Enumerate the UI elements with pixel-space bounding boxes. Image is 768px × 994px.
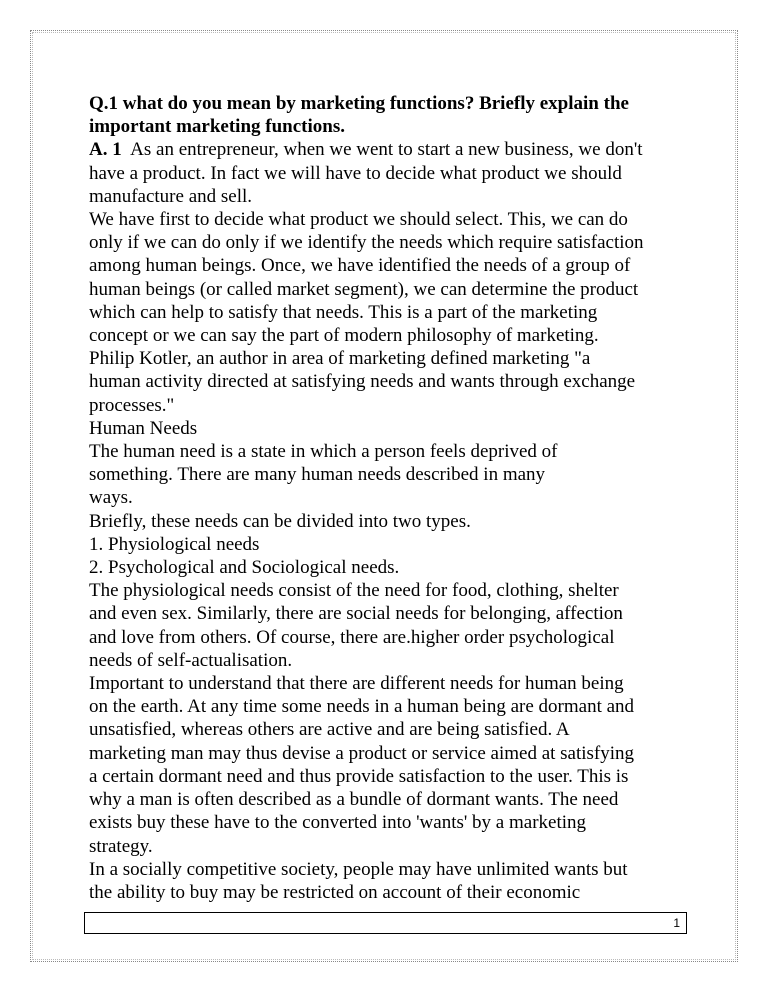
body-line: We have first to decide what product we should select. This, we can do [89,209,628,231]
body-line: unsatisfied, whereas others are active and are being satisfied. A [89,719,570,741]
page-number: 1 [673,916,680,930]
document-body [89,92,689,904]
body-line: and love from others. Of course, there are.higher order psychological [89,626,615,648]
body-line: The physiological needs consist of the need for food, clothing, shelter [89,580,619,602]
body-line: on the earth. At any time some needs in a human being are dormant and [89,696,635,718]
body-line: processes." [89,394,175,416]
body-line: In a socially competitive society, people may have unlimited wants but [89,858,628,880]
body-line: have a product. In fact we will have to decide what product we should [89,162,622,184]
body-line: manufacture and sell. [89,185,253,207]
body-line: 2. Psychological and Sociological needs. [89,557,400,579]
body-line: Briefly, these needs can be divided into two types. [89,510,471,532]
body-line: concept or we can say the part of modern philosophy of marketing. [89,325,599,347]
body-line: ways. [89,487,133,509]
answer-label: A. 1 [89,139,122,161]
body-line: a certain dormant need and thus provide satisfaction to the user. This is [89,765,629,787]
body-line: needs of self-actualisation. [89,649,293,671]
footer-page-box [84,912,687,934]
body-line: why a man is often described as a bundle of dormant wants. The need [89,789,619,811]
body-line: and even sex. Similarly, there are social needs for belonging, affection [89,603,623,625]
body-line: Important to understand that there are different needs for human being [89,673,624,695]
body-line: which can help to satisfy that needs. This is a part of the marketing [89,301,598,323]
body-paragraphs [89,162,689,905]
answer-first-line [89,138,689,161]
question-heading-line-2: important marketing functions. [89,116,345,138]
body-line: something. There are many human needs described in many [89,464,546,486]
body-line: Human Needs [89,417,198,439]
body-line: exists buy these have to the converted into 'wants' by a marketing [89,812,587,834]
body-line: marketing man may thus devise a product or service aimed at satisfying [89,742,635,764]
answer-first-line-text: As an entrepreneur, when we went to start a new business, we don't [121,139,643,161]
body-line: 1. Physiological needs [89,533,260,555]
body-line: The human need is a state in which a person feels deprived of [89,441,558,463]
body-line: strategy. [89,835,153,857]
body-line: the ability to buy may be restricted on account of their economic [89,881,581,903]
body-line: human activity directed at satisfying needs and wants through exchange [89,371,636,393]
body-line: Philip Kotler, an author in area of marketing defined marketing "a [89,348,591,370]
body-line: among human beings. Once, we have identified the needs of a group of [89,255,631,277]
body-line: human beings (or called market segment), we can determine the product [89,278,639,300]
question-heading-line-1: Q.1 what do you mean by marketing functions? Briefly explain the [89,93,629,114]
body-line: only if we can do only if we identify the needs which require satisfaction [89,232,644,254]
